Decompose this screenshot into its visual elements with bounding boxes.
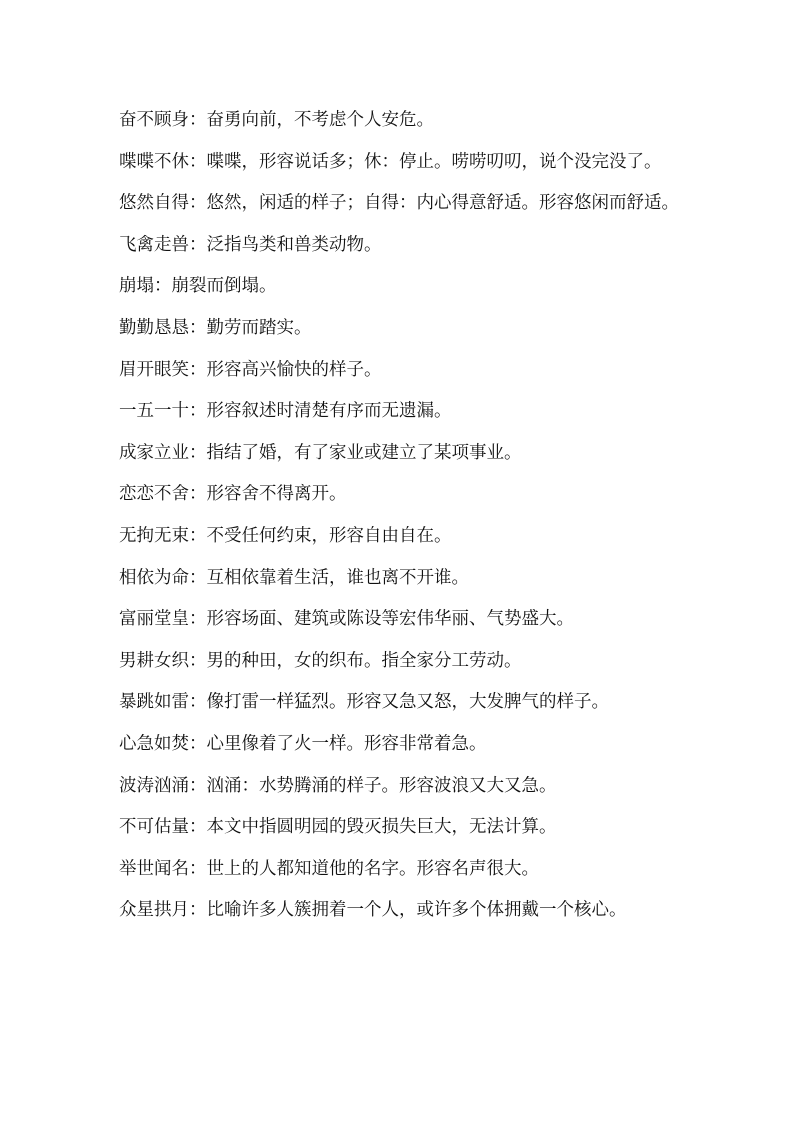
entry-term: 奋不顾身 bbox=[119, 110, 189, 130]
entry-definition: 形容高兴愉快的样子。 bbox=[206, 359, 382, 380]
entry-definition: 世上的人都知道他的名字。形容名声很大。 bbox=[206, 858, 539, 879]
entry-colon: ： bbox=[189, 775, 207, 796]
entry-definition: 互相依靠着生活，谁也离不开谁。 bbox=[206, 567, 469, 588]
entry-definition: 本文中指圆明园的毁灭损失巨大，无法计算。 bbox=[206, 817, 557, 838]
vocabulary-entry bbox=[119, 641, 689, 683]
entry-definition: 心里像着了火一样。形容非常着急。 bbox=[206, 733, 487, 754]
entry-colon: ： bbox=[154, 276, 172, 297]
entry-colon: ： bbox=[189, 858, 207, 879]
vocabulary-entry bbox=[119, 599, 689, 641]
vocabulary-entry bbox=[119, 849, 689, 891]
entry-colon: ： bbox=[189, 484, 207, 505]
vocabulary-entry bbox=[119, 308, 689, 350]
vocabulary-entry bbox=[119, 100, 689, 142]
entry-term: 一五一十 bbox=[119, 401, 189, 422]
vocabulary-entry bbox=[119, 724, 689, 766]
entry-definition: 喋喋，形容说话多；休：停止。唠唠叨叨，说个没完没了。 bbox=[206, 151, 662, 172]
entry-term: 相依为命 bbox=[119, 567, 189, 588]
entry-term: 恋恋不舍 bbox=[119, 484, 189, 505]
entry-colon: ： bbox=[189, 900, 207, 921]
entry-term: 无拘无束 bbox=[119, 525, 189, 546]
entry-colon: ： bbox=[189, 817, 207, 838]
vocabulary-entry bbox=[119, 558, 689, 600]
entry-definition: 指结了婚，有了家业或建立了某项事业。 bbox=[206, 442, 522, 463]
entry-definition: 像打雷一样猛烈。形容又急又怒，大发脾气的样子。 bbox=[206, 692, 609, 713]
vocabulary-entry bbox=[119, 391, 689, 433]
entry-colon: ： bbox=[189, 567, 207, 588]
entry-definition: 悠然，闲适的样子；自得：内心得意舒适。形容悠闲而舒适。 bbox=[206, 193, 679, 214]
entry-term: 暴跳如雷 bbox=[119, 692, 189, 713]
vocabulary-list bbox=[119, 100, 689, 932]
entry-definition: 形容舍不得离开。 bbox=[206, 484, 347, 505]
entry-colon: ： bbox=[189, 733, 207, 754]
entry-term: 心急如焚 bbox=[119, 733, 189, 754]
entry-term: 不可估量 bbox=[119, 817, 189, 838]
vocabulary-entry bbox=[119, 142, 689, 184]
entry-term: 众星拱月 bbox=[119, 900, 189, 921]
entry-colon: ： bbox=[189, 110, 207, 130]
entry-definition: 比喻许多人簇拥着一个人，或许多个体拥戴一个核心。 bbox=[206, 900, 627, 921]
entry-colon: ： bbox=[189, 650, 207, 671]
entry-definition: 男的种田，女的织布。指全家分工劳动。 bbox=[206, 650, 522, 671]
entry-colon: ： bbox=[189, 609, 207, 630]
vocabulary-entry bbox=[119, 350, 689, 392]
entry-definition: 奋勇向前，不考虑个人安危。 bbox=[206, 110, 434, 130]
entry-term: 波涛汹涌 bbox=[119, 775, 189, 796]
entry-definition: 不受任何约束，形容自由自在。 bbox=[206, 525, 452, 546]
vocabulary-entry bbox=[119, 516, 689, 558]
entry-colon: ： bbox=[189, 692, 207, 713]
vocabulary-entry bbox=[119, 766, 689, 808]
entry-colon: ： bbox=[189, 234, 207, 255]
vocabulary-entry bbox=[119, 890, 689, 932]
entry-definition: 勤劳而踏实。 bbox=[206, 317, 312, 338]
entry-definition: 泛指鸟类和兽类动物。 bbox=[206, 234, 382, 255]
vocabulary-entry bbox=[119, 266, 689, 308]
vocabulary-entry bbox=[119, 183, 689, 225]
entry-colon: ： bbox=[189, 359, 207, 380]
entry-definition: 崩裂而倒塌。 bbox=[171, 276, 277, 297]
entry-term: 勤勤恳恳 bbox=[119, 317, 189, 338]
entry-definition: 形容场面、建筑或陈设等宏伟华丽、气势盛大。 bbox=[206, 609, 574, 630]
entry-colon: ： bbox=[189, 151, 207, 172]
entry-colon: ： bbox=[189, 317, 207, 338]
entry-term: 男耕女织 bbox=[119, 650, 189, 671]
entry-definition: 汹涌：水势腾涌的样子。形容波浪又大又急。 bbox=[206, 775, 557, 796]
entry-term: 成家立业 bbox=[119, 442, 189, 463]
vocabulary-entry bbox=[119, 225, 689, 267]
vocabulary-entry bbox=[119, 474, 689, 516]
entry-term: 崩塌 bbox=[119, 276, 154, 297]
entry-term: 富丽堂皇 bbox=[119, 609, 189, 630]
vocabulary-entry bbox=[119, 433, 689, 475]
entry-term: 眉开眼笑 bbox=[119, 359, 189, 380]
entry-term: 举世闻名 bbox=[119, 858, 189, 879]
entry-colon: ： bbox=[189, 193, 207, 214]
entry-colon: ： bbox=[189, 442, 207, 463]
entry-term: 喋喋不休 bbox=[119, 151, 189, 172]
entry-colon: ： bbox=[189, 525, 207, 546]
vocabulary-entry bbox=[119, 807, 689, 849]
entry-term: 悠然自得 bbox=[119, 193, 189, 214]
entry-term: 飞禽走兽 bbox=[119, 234, 189, 255]
vocabulary-entry bbox=[119, 682, 689, 724]
entry-definition: 形容叙述时清楚有序而无遗漏。 bbox=[206, 401, 452, 422]
entry-colon: ： bbox=[189, 401, 207, 422]
